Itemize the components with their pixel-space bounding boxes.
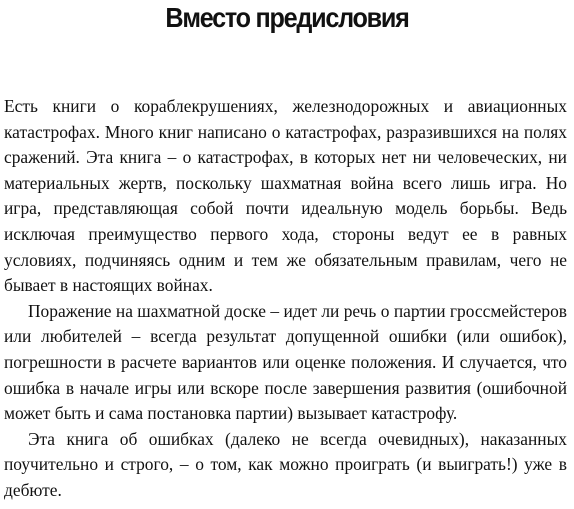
page-title: Вместо предисловия — [165, 2, 409, 33]
paragraph-1: Есть книги о кораблекрушениях, железнодорожных и авиационных катастрофах. Много книг написано о катастрофах, разразившихся на полях сражений. Эта книга – о катастрофах, в которых нет ни человеческих, ни материальных жертв, поскольку шахматная война всего лишь игра. Но игра, представляющая собой почти идеальную модель борьбы. Ведь исключая преимущество первого хода, стороны ведут ее в равных условиях, подчиняясь одним и тем же обязательным правилам, чего не бывает в настоящих войнах. — [4, 96, 567, 296]
body-text — [4, 94, 567, 504]
paragraph-2: Поражение на шахматной доске – идет ли речь о партии гроссмейстеров или любителей – всегда результат допущенной ошибки (или ошибок), погрешности в расчете вариантов или оценке положения. И случается, что ошибка в начале игры или вскоре после завершения развития (ошибочной может быть и сама постановка партии) вызывает катастрофу. — [4, 300, 567, 424]
paragraph-3: Эта книга об ошибках (далеко не всегда очевидных), наказанных поучительно и строго, – о том, как можно проиграть (и выиграть!) уже в дебюте. — [4, 428, 567, 500]
